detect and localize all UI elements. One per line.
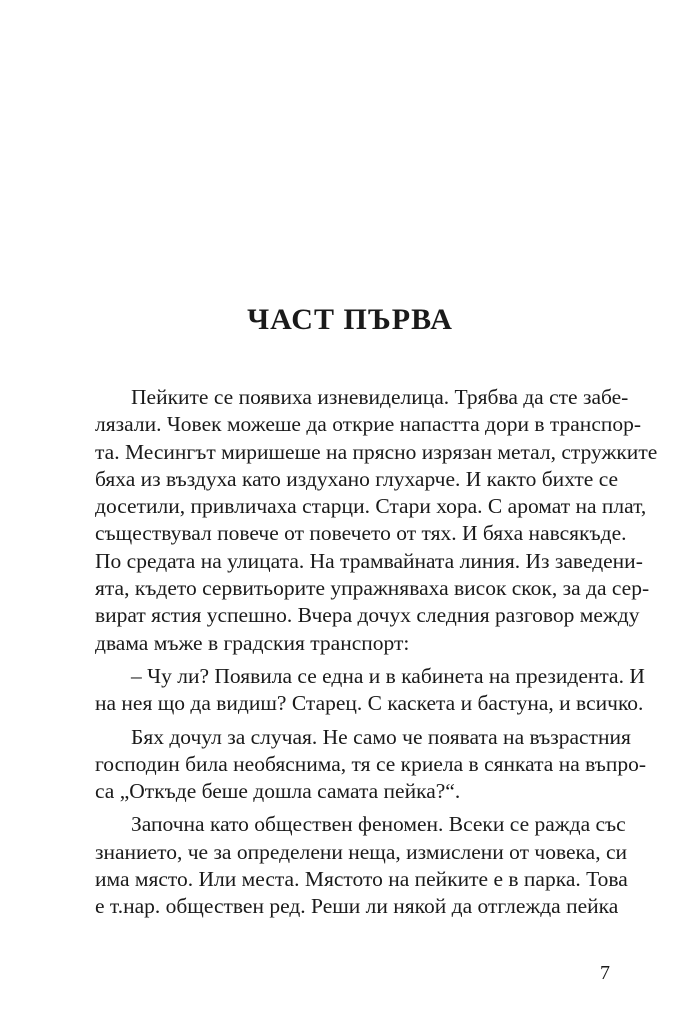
text-line: има място. Или места. Мястото на пейките е в парка. Това bbox=[95, 867, 628, 892]
text-line: По средата на улицата. На трамвайната линия. Из заведени- bbox=[95, 548, 643, 573]
text-line: господин била необяснима, тя се криела в сянката на въпро- bbox=[95, 751, 647, 776]
text-line: Пейките се появиха изневиделица. Трябва да сте забе- bbox=[131, 385, 629, 409]
text-line: Бях дочул за случая. Не само че появата на възрастния bbox=[131, 724, 631, 749]
text-line: вират ястия успешно. Вчера дочух следния разговор между bbox=[95, 603, 640, 628]
text-line: Започна като обществен феномен. Всеки се ражда със bbox=[131, 812, 626, 837]
text-line: съществувал повече от повечето от тях. И бяха навсякъде. bbox=[95, 521, 627, 546]
page-number: 7 bbox=[600, 962, 610, 984]
text-line: ята, където сервитьорите упражняваха висок скок, за да сер- bbox=[95, 576, 650, 601]
text-line: на нея що да видиш? Старец. С каскета и бастуна, и всичко. bbox=[95, 691, 644, 716]
chapter-title: ЧАСТ ПЪРВА bbox=[247, 303, 453, 336]
text-line: лязали. Човек можеше да открие напастта дори в транспор- bbox=[95, 412, 642, 437]
text-line: са „Откъде беше дошла самата пейка?“. bbox=[95, 779, 461, 804]
text-line: та. Месингът миришеше на прясно изрязан метал, стружките bbox=[95, 439, 658, 464]
text-line: двама мъже в градския транспорт: bbox=[95, 630, 410, 655]
text-line: – Чу ли? Появила се една и в кабинета на президента. И bbox=[131, 663, 645, 688]
text-line: е т.нар. обществен ред. Реши ли някой да отглежда пейка bbox=[95, 894, 619, 919]
text-line: досетили, привличаха старци. Стари хора. С аромат на плат, bbox=[95, 494, 647, 519]
body-text bbox=[95, 384, 658, 921]
text-line: бяха из въздуха като издухано глухарче. И както бихте се bbox=[95, 466, 619, 491]
text-line: знанието, че за определени неща, измислени от човека, си bbox=[95, 839, 627, 864]
